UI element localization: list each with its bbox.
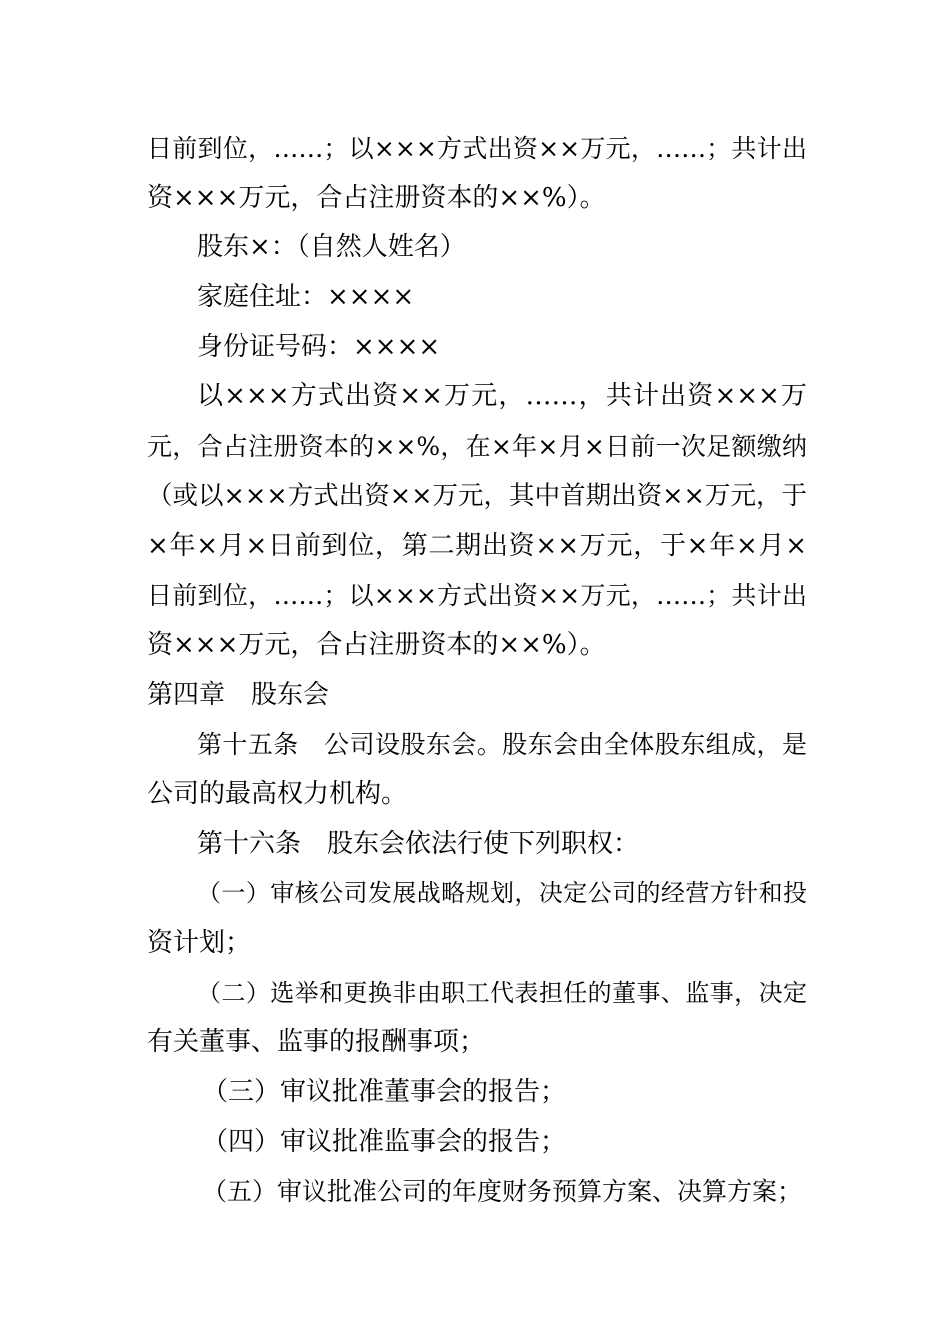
- text-line-8: （或以×××方式出资××万元，其中首期出资××万元，于: [147, 480, 807, 511]
- shareholder-label: 股东×：（自然人姓名）: [197, 232, 466, 263]
- home-address: 家庭住址：××××: [197, 282, 415, 313]
- text-line-9: ×年×月×日前到位，第二期出资××万元，于×年×月×: [147, 530, 807, 561]
- text-line-7: 元，合占注册资本的××%，在×年×月×日前一次足额缴纳: [147, 432, 807, 462]
- article-15-line-1: 第十五条 公司设股东会。股东会由全体股东组成，是: [197, 730, 807, 760]
- article-16: 第十六条 股东会依法行使下列职权：: [197, 828, 640, 859]
- id-number: 身份证号码：××××: [197, 331, 441, 362]
- item-3: （三）审议批准董事会的报告；: [202, 1077, 567, 1108]
- text-line-6: 以×××方式出资××万元，……，共计出资×××万: [197, 381, 807, 412]
- text-line-1: 日前到位，……；以×××方式出资××万元，……；共计出: [147, 134, 807, 163]
- item-1-line-2: 资计划；: [147, 928, 252, 958]
- item-1-line-1: （一）审核公司发展战略规划，决定公司的经营方针和投: [197, 879, 807, 908]
- item-4: （四）审议批准监事会的报告；: [202, 1126, 567, 1157]
- item-5: （五）审议批准公司的年度财务预算方案、决算方案；: [202, 1177, 803, 1207]
- item-2-line-1: （二）选举和更换非由职工代表担任的董事、监事，决定: [197, 978, 807, 1007]
- article-15-line-2: 公司的最高权力机构。: [147, 778, 408, 809]
- document-body: [147, 124, 807, 1217]
- item-2-line-2: 有关董事、监事的报酬事项；: [147, 1027, 486, 1058]
- chapter-heading: 第四章 股东会: [147, 679, 330, 710]
- text-line-2: 资×××万元，合占注册资本的××%）。: [147, 182, 606, 213]
- text-line-10: 日前到位，……；以×××方式出资××万元，……；共计出: [147, 581, 807, 611]
- text-line-11: 资×××万元，合占注册资本的××%）。: [147, 629, 606, 660]
